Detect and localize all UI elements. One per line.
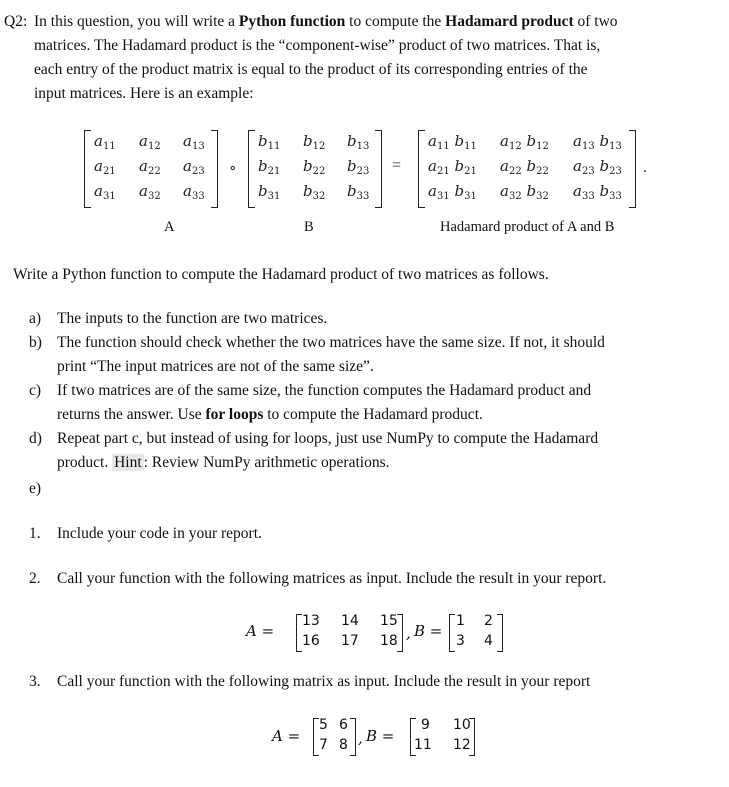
step-mark: 3. [29, 673, 41, 690]
matrix-hadamard-cell: $a_{23}$ $b_{23}$ [573, 157, 622, 177]
intro-line-1 [34, 10, 618, 34]
intro-line-4: input matrices. Here is an example: [34, 85, 254, 102]
matrix-b-cell: $b_{12}$ [303, 132, 326, 152]
matrix-hadamard-cell: $a_{33}$ $b_{33}$ [573, 182, 622, 202]
matrix-a-cell: $a_{11}$ [94, 132, 116, 152]
matrix-hadamard-cell: $a_{31}$ $b_{31}$ [428, 182, 477, 202]
left-bracket [84, 130, 91, 208]
eq2-a-cell: 5 [319, 717, 328, 733]
eq2-a-label: A = [272, 727, 301, 745]
eq1-a-cell: 15 [380, 613, 398, 629]
right-bracket [629, 130, 636, 208]
part-text [57, 451, 389, 475]
matrix-b-cell: $b_{31}$ [258, 182, 281, 202]
matrix-a-cell: $a_{33}$ [183, 182, 205, 202]
right-bracket [350, 718, 356, 756]
intro-text: In this question, you will write a [34, 13, 239, 30]
eq2-a-cell: 7 [319, 737, 328, 753]
step-text: Include your code in your report. [57, 525, 262, 542]
caption-b: B [304, 219, 314, 235]
eq1-a-cell: 16 [302, 633, 320, 649]
trailing-period: . [643, 159, 647, 176]
matrix-b [248, 130, 382, 208]
part-text-segment: returns the answer. Use [57, 406, 206, 423]
part-mark: a) [29, 310, 42, 327]
matrix-a-cell: $a_{23}$ [183, 157, 205, 177]
eq1-b-cell: 2 [484, 613, 493, 629]
eq1-a-cell: 14 [341, 613, 359, 629]
matrix-a-cell: $a_{13}$ [183, 132, 205, 152]
eq2-separator: , [358, 729, 363, 747]
step-mark: 1. [29, 525, 41, 542]
eq1-a-cell: 13 [302, 613, 320, 629]
intro-paragraph [34, 10, 618, 106]
eq1-b-label: B = [414, 622, 443, 640]
matrix-a-cell: $a_{21}$ [94, 157, 116, 177]
intro-text: to compute the [345, 13, 446, 30]
eq2-b-cell: 9 [421, 717, 430, 733]
hadamard-operator: ∘ [229, 160, 237, 177]
eq1-b-cell: 1 [456, 613, 465, 629]
matrix-hadamard-cell: $a_{22}$ $b_{22}$ [500, 157, 549, 177]
matrix-b-cell: $b_{11}$ [258, 132, 281, 152]
right-bracket [397, 614, 403, 652]
intro-line-2: matrices. The Hadamard product is the “component-wise” product of two matrices. That is, [34, 37, 601, 54]
for-loops-bold: for loops [205, 406, 264, 423]
eq2-a-cell: 8 [339, 737, 348, 753]
part-text: If two matrices are of the same size, the function computes the Hadamard product and [57, 382, 592, 399]
eq1-a-label: A = [246, 622, 275, 640]
hint-highlight: Hint [114, 454, 142, 471]
left-bracket [449, 614, 455, 652]
eq2-b-cell: 11 [414, 737, 432, 753]
intro-bold-python-function: Python function [238, 13, 346, 30]
matrix-a [84, 130, 218, 208]
eq2-b-label: B = [366, 727, 395, 745]
part-mark: b) [29, 334, 42, 351]
right-bracket [497, 614, 503, 652]
matrix-b-cell: $b_{21}$ [258, 157, 281, 177]
part-text: print “The input matrices are not of the same size”. [57, 358, 374, 375]
matrix-hadamard-cell: $a_{12}$ $b_{12}$ [500, 132, 549, 152]
caption-a: A [164, 219, 175, 235]
eq1-a-cell: 17 [341, 633, 359, 649]
matrix-a-cell: $a_{12}$ [139, 132, 161, 152]
eq2-b-cell: 10 [453, 717, 471, 733]
matrix-a-cell: $a_{22}$ [139, 157, 161, 177]
matrix-b-cell: $b_{23}$ [347, 157, 370, 177]
part-mark: d) [29, 430, 42, 447]
intro-text: of two [573, 13, 618, 30]
part-text [57, 403, 483, 427]
part-text: Repeat part c, but instead of using for loops, just use NumPy to compute the Hadamard [57, 430, 599, 447]
part-text-segment: : Review NumPy arithmetic operations. [143, 454, 390, 471]
intro-bold-hadamard-product: Hadamard product [445, 13, 574, 30]
part-text: The function should check whether the two matrices have the same size. If not, it should [57, 334, 605, 351]
part-text: The inputs to the function are two matrices. [57, 310, 328, 327]
eq2-a-cell: 6 [339, 717, 348, 733]
matrix-hadamard-cell: $a_{13}$ $b_{13}$ [573, 132, 622, 152]
caption-hadamard: Hadamard product of A and B [440, 219, 615, 235]
intro-line-3: each entry of the product matrix is equal to the product of its corresponding entries of the [34, 61, 588, 78]
eq1-b-cell: 4 [484, 633, 493, 649]
left-bracket [248, 130, 255, 208]
part-mark: c) [29, 382, 42, 399]
matrix-hadamard-cell: $a_{21}$ $b_{21}$ [428, 157, 477, 177]
task-intro: Write a Python function to compute the Hadamard product of two matrices as follows. [13, 266, 549, 283]
eq1-a-cell: 18 [380, 633, 398, 649]
matrix-b-cell: $b_{22}$ [303, 157, 326, 177]
question-label: Q2: [4, 13, 28, 30]
matrix-a-cell: $a_{31}$ [94, 182, 116, 202]
matrix-a-cell: $a_{32}$ [139, 182, 161, 202]
right-bracket [375, 130, 382, 208]
left-bracket [418, 130, 425, 208]
equals-operator: = [392, 157, 402, 174]
matrix-hadamard-cell: $a_{11}$ $b_{11}$ [428, 132, 477, 152]
right-bracket [469, 718, 475, 756]
right-bracket [211, 130, 218, 208]
matrix-b-cell: $b_{13}$ [347, 132, 370, 152]
eq1-b-cell: 3 [456, 633, 465, 649]
part-text-segment: to compute the Hadamard product. [263, 406, 483, 423]
step-text: Call your function with the following matrix as input. Include the result in your report [57, 673, 591, 690]
eq1-separator: , [406, 624, 411, 642]
part-mark: e) [29, 480, 42, 497]
step-mark: 2. [29, 570, 41, 587]
matrix-b-cell: $b_{33}$ [347, 182, 370, 202]
matrix-hadamard-cell: $a_{32}$ $b_{32}$ [500, 182, 549, 202]
matrix-b-cell: $b_{32}$ [303, 182, 326, 202]
part-text-segment: product. [57, 454, 113, 471]
matrix-hadamard-product [418, 130, 636, 208]
eq2-b-cell: 12 [453, 737, 471, 753]
step-text: Call your function with the following matrices as input. Include the result in your report. [57, 570, 607, 587]
